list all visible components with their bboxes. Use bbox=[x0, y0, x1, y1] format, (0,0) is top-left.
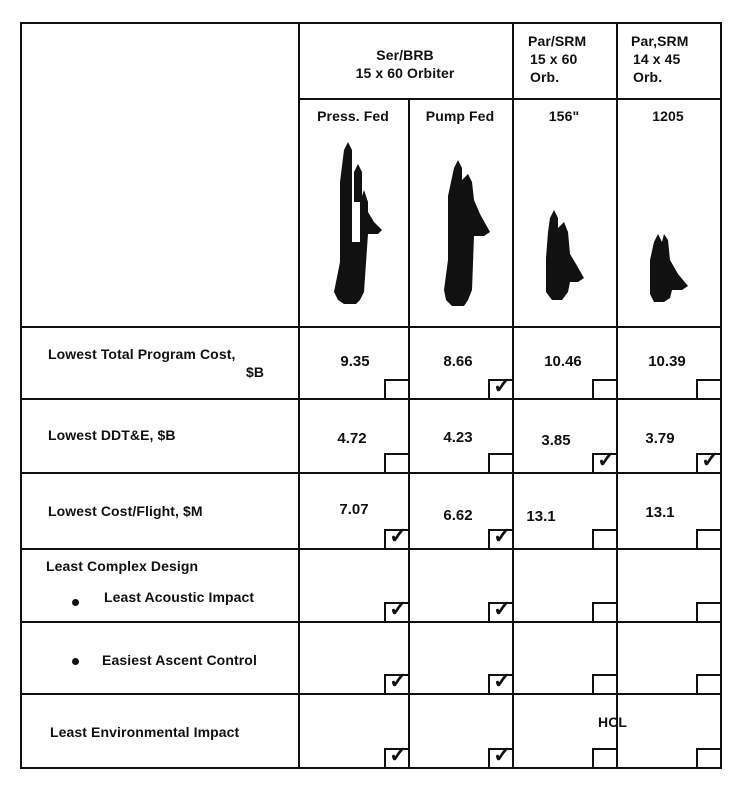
checkbox bbox=[696, 602, 720, 621]
checkbox bbox=[384, 379, 408, 398]
subheader-pump-fed: Pump Fed bbox=[425, 108, 495, 124]
grid-line bbox=[512, 22, 514, 769]
grid-line bbox=[408, 98, 410, 769]
checkbox bbox=[384, 668, 408, 693]
row-label-ddte: Lowest DDT&E, $B bbox=[48, 427, 176, 443]
check-icon: ✓ bbox=[493, 373, 512, 398]
checkbox bbox=[488, 373, 512, 398]
shuttle-pump-fed-icon bbox=[438, 160, 494, 308]
header-col4-line2: 14 x 45 bbox=[633, 51, 681, 67]
value-cell: 9.35 bbox=[340, 353, 370, 370]
value-cell: 6.62 bbox=[443, 507, 473, 524]
value-cell: 7.07 bbox=[339, 501, 369, 518]
row-label-cost-flight: Lowest Cost/Flight, $M bbox=[48, 503, 203, 519]
check-icon: ✓ bbox=[389, 596, 408, 621]
checkbox bbox=[592, 529, 616, 548]
value-cell: 4.72 bbox=[337, 430, 367, 447]
row-label-total-cost-unit: $B bbox=[246, 364, 265, 380]
subheader-press-fed: Press. Fed bbox=[317, 108, 389, 124]
value-cell: 10.39 bbox=[648, 353, 686, 370]
checkbox bbox=[696, 674, 720, 693]
checkbox bbox=[488, 596, 512, 621]
checkbox bbox=[592, 674, 616, 693]
check-icon: ✓ bbox=[389, 668, 408, 693]
check-icon: ✓ bbox=[493, 596, 512, 621]
header-col4-line3: Orb. bbox=[633, 69, 663, 85]
checkbox bbox=[384, 742, 408, 767]
header-col3-line2: 15 x 60 bbox=[530, 51, 578, 67]
grid-line bbox=[298, 98, 722, 100]
row-label-environmental: Least Environmental Impact bbox=[50, 724, 240, 740]
grid-line bbox=[720, 22, 722, 769]
header-group1-line2: 15 x 60 Orbiter bbox=[355, 65, 455, 81]
subheader-1205: 1205 bbox=[652, 108, 684, 124]
row-label-ascent: Easiest Ascent Control bbox=[102, 652, 257, 668]
row-label-least-complex: Least Complex Design bbox=[46, 558, 199, 574]
header-group1-line1: Ser/BRB bbox=[376, 47, 434, 63]
value-cell: 13.1 bbox=[645, 504, 675, 521]
checkbox bbox=[384, 596, 408, 621]
value-cell: 8.66 bbox=[443, 353, 473, 370]
check-icon: ✓ bbox=[597, 447, 616, 472]
check-icon: ✓ bbox=[493, 668, 512, 693]
checkbox bbox=[696, 447, 720, 472]
value-cell: 3.85 bbox=[541, 432, 571, 449]
grid-line bbox=[298, 22, 300, 769]
value-cell: 3.79 bbox=[645, 430, 675, 447]
check-icon: ✓ bbox=[389, 742, 408, 767]
checkbox bbox=[488, 523, 512, 548]
bullet-icon bbox=[72, 658, 79, 665]
check-icon: ✓ bbox=[389, 523, 408, 548]
bullet-icon bbox=[72, 599, 79, 606]
checkbox bbox=[488, 453, 512, 472]
checkbox bbox=[696, 379, 720, 398]
check-icon: ✓ bbox=[493, 523, 512, 548]
row-label-acoustic: Least Acoustic Impact bbox=[104, 589, 255, 605]
check-icon: ✓ bbox=[493, 742, 512, 767]
header-col3-line1: Par/SRM bbox=[528, 33, 587, 49]
check-icon: ✓ bbox=[701, 447, 720, 472]
checkbox bbox=[592, 602, 616, 621]
checkbox bbox=[696, 748, 720, 767]
grid-line bbox=[616, 22, 618, 769]
checkbox bbox=[696, 529, 720, 548]
checkbox bbox=[488, 668, 512, 693]
shuttle-press-fed-icon bbox=[330, 142, 386, 308]
checkbox bbox=[384, 523, 408, 548]
row-label-total-cost: Lowest Total Program Cost, bbox=[48, 346, 236, 362]
value-cell: 4.23 bbox=[443, 429, 473, 446]
header-col3-line3: Orb. bbox=[530, 69, 560, 85]
header-col4-line1: Par,SRM bbox=[631, 33, 689, 49]
shuttle-1205-icon bbox=[646, 230, 692, 304]
checkbox bbox=[488, 742, 512, 767]
checkbox bbox=[592, 447, 616, 472]
value-cell: 13.1 bbox=[526, 508, 556, 525]
shuttle-156-icon bbox=[540, 208, 590, 304]
hcl-note: HCL bbox=[598, 714, 628, 730]
value-cell: 10.46 bbox=[544, 353, 582, 370]
subheader-156: 156" bbox=[548, 108, 580, 124]
checkbox bbox=[384, 453, 408, 472]
checkbox bbox=[592, 748, 616, 767]
grid-line bbox=[20, 22, 22, 769]
checkbox bbox=[592, 379, 616, 398]
